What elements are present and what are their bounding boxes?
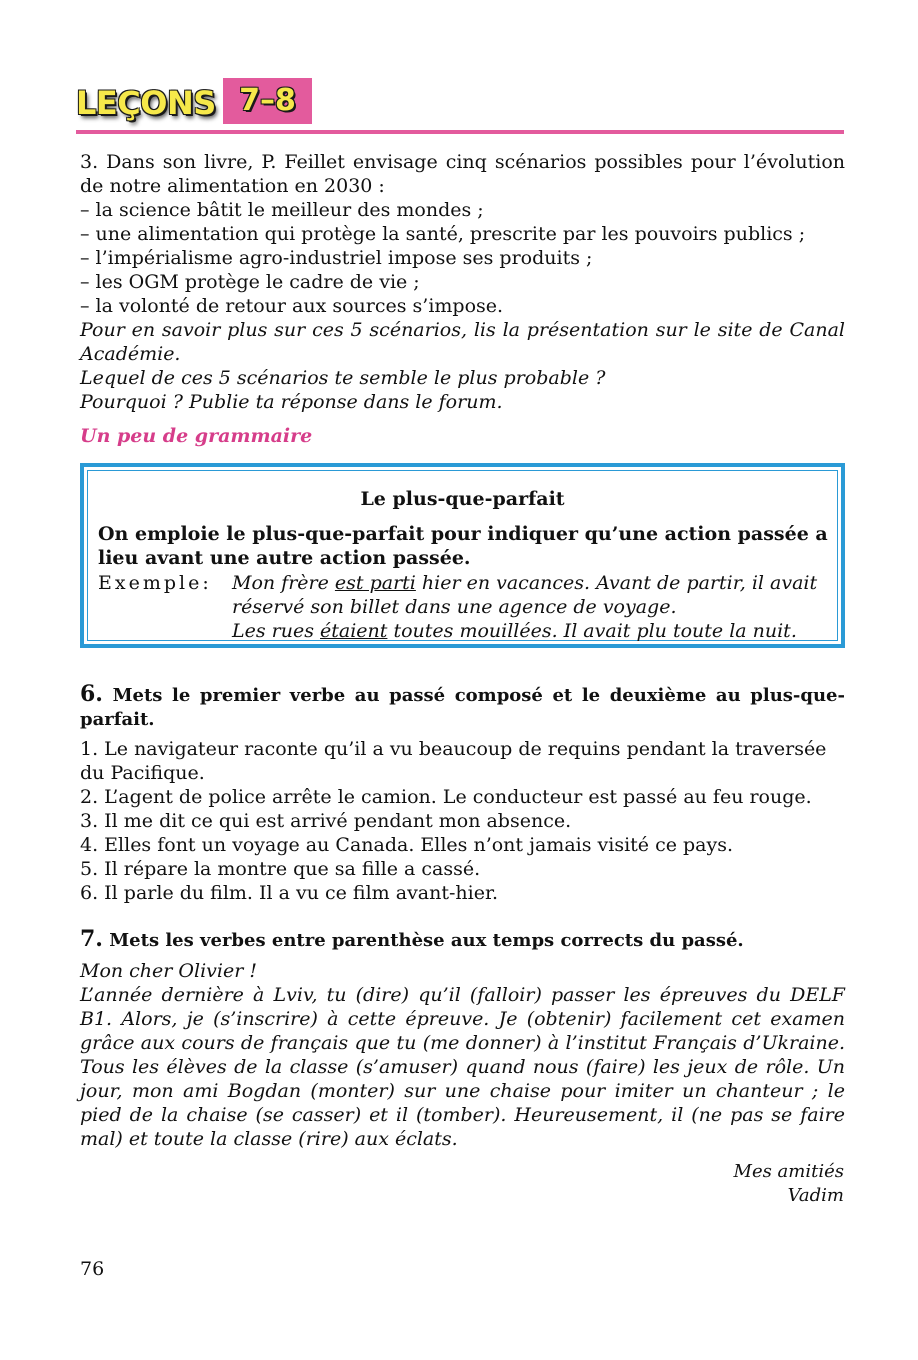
grammar-box-title: Le plus-que-parfait (360, 488, 565, 510)
list-item: 1. Le navigateur raconte qu’il a vu beaucoup de requins pendant la traversée du Pacifique. (80, 738, 827, 784)
example-underlined-verb: étaient (320, 620, 388, 642)
example-line-2: réservé son billet dans une agence de voyage. (232, 596, 677, 618)
lesson-number-badge: 7–8 (223, 78, 312, 124)
grammar-box (80, 463, 845, 648)
letter-closing: Mes amitiés (733, 1161, 844, 1182)
grammar-box-inner (87, 470, 838, 641)
example-text: hier en vacances. Avant de partir, il avait (415, 572, 818, 594)
intro-section (80, 150, 845, 414)
grammar-rule: On emploie le plus-que-parfait pour indiquer qu’une action passée a lieu avant une autre action passée. (98, 523, 828, 569)
list-item: 3. Il me dit ce qui est arrivé pendant mon absence. (80, 810, 572, 832)
intro-line: 3. Dans son livre, P. Feillet envisage cinq scénarios possibles pour l’évolution de notre alimentation en 2030 : (80, 151, 845, 197)
example-line-1 (232, 571, 817, 595)
header-divider (76, 130, 844, 134)
page-number: 76 (80, 1258, 105, 1280)
example-text: toutes mouillées. Il avait plu toute la nuit. (387, 620, 797, 642)
intro-italic-line: Pour en savoir plus sur ces 5 scénarios, lis la présentation sur le site de Canal Académie. (80, 319, 845, 365)
list-item: 5. Il répare la montre que sa fille a cassé. (80, 858, 481, 880)
exercise-instruction-text: Mets les verbes entre parenthèse aux temps corrects du passé. (109, 930, 744, 951)
letter-body: L’année dernière à Lviv, tu (dire) qu’il (falloir) passer les épreuves du DELF B1. Alors, je (s’inscrire) à cette épreuve. Je (obtenir) facilement cet examen grâce aux cours de français que tu (me donner) à l’institut Français d’Ukraine. Tous les élèves de la classe (s’amuser) quand nous (faire) les jeux de rôle. Un jour, mon ami Bogdan (monter) sur une chaise pour imiter un chanteur ; le pied de la chaise (se casser) et il (tomber). Heureusement, il (ne pas se faire mal) et toute la classe (rire) aux éclats. (80, 984, 845, 1150)
intro-line: – l’impérialisme agro-industriel impose ses produits ; (80, 247, 593, 269)
exercise-7-letter (80, 959, 845, 1151)
intro-line: – la science bâtit le meilleur des mondes ; (80, 199, 484, 221)
intro-line: – la volonté de retour aux sources s’impose. (80, 295, 504, 317)
example-lines (232, 571, 817, 643)
lesson-header (76, 78, 844, 138)
intro-italic-line: Lequel de ces 5 scénarios te semble le plus probable ? (80, 367, 606, 389)
lesson-title: LEÇONS (76, 84, 216, 122)
list-item: 4. Elles font un voyage au Canada. Elles n’ont jamais visité ce pays. (80, 834, 734, 856)
intro-line: – les OGM protège le cadre de vie ; (80, 271, 420, 293)
exercise-number: 7. (80, 926, 103, 952)
letter-greeting: Mon cher Olivier ! (80, 960, 257, 982)
list-item: 2. L’agent de police arrête le camion. Le conducteur est passé au feu rouge. (80, 786, 812, 808)
example-line-3 (232, 619, 817, 643)
exercise-6-instruction (80, 682, 845, 732)
letter-signoff (734, 1160, 844, 1208)
exercise-6-items (80, 737, 845, 905)
letter-signature: Vadim (787, 1185, 844, 1206)
example-label: Exemple: (98, 572, 212, 594)
exercise-number: 6. (80, 681, 103, 707)
example-text: Les rues (232, 620, 321, 642)
intro-line: – une alimentation qui protège la santé, prescrite par les pouvoirs publics ; (80, 223, 806, 245)
intro-italic-line: Pourquoi ? Publie ta réponse dans le forum. (80, 391, 503, 413)
exercise-7-instruction (80, 927, 845, 953)
grammar-section-title: Un peu de grammaire (80, 425, 313, 447)
list-item: 6. Il parle du film. Il a vu ce film avant-hier. (80, 882, 499, 904)
example-text: Mon frère (232, 572, 335, 594)
example-underlined-verb: est parti (334, 572, 416, 594)
exercise-instruction-text: Mets le premier verbe au passé composé et le deuxième au plus-que-parfait. (80, 685, 845, 730)
